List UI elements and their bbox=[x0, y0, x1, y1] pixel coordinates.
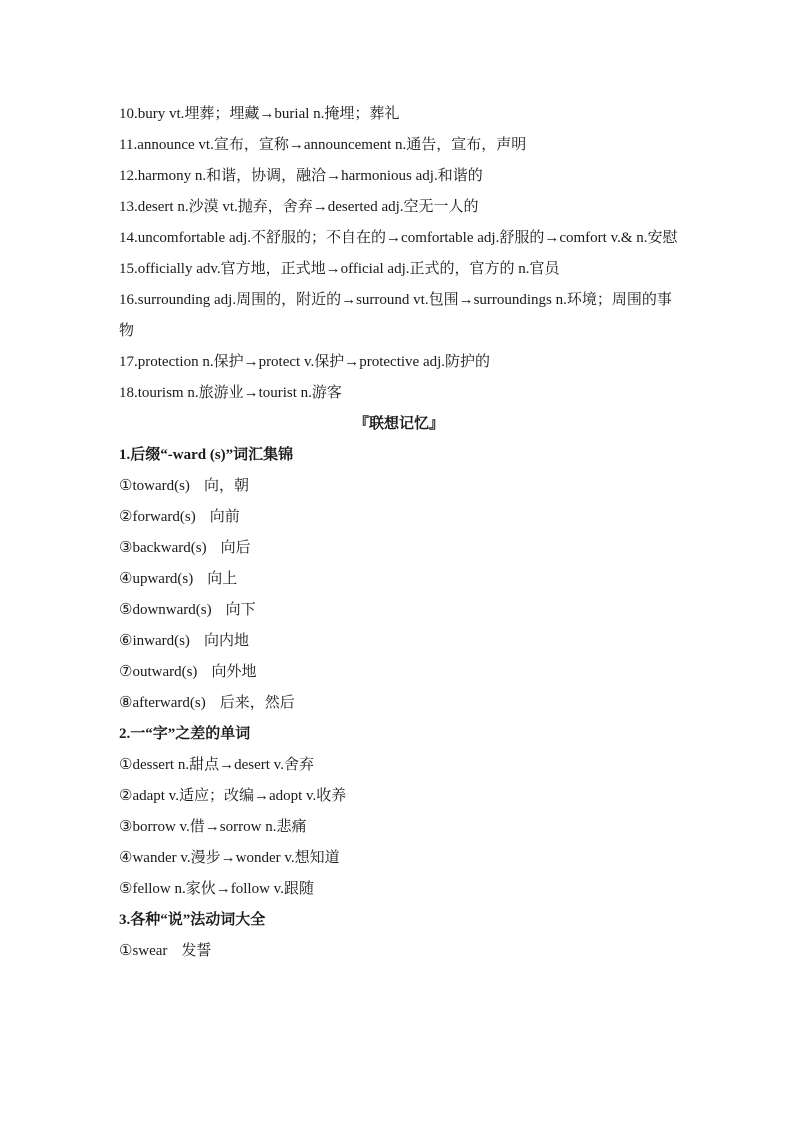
list-item bbox=[119, 471, 679, 502]
list-item bbox=[119, 564, 679, 595]
vocab-entry-18: 18.tourism n.旅游业→tourist n.游客 bbox=[119, 385, 342, 401]
list-item bbox=[119, 502, 679, 533]
list-item: ③borrow v.借→sorrow n.悲痛 bbox=[119, 819, 307, 835]
list-item: ②adapt v.适应；改编→adopt v.收养 bbox=[119, 788, 347, 804]
meaning: 向上 bbox=[207, 571, 238, 587]
meaning: 向后 bbox=[220, 540, 251, 556]
meaning: 后来，然后 bbox=[219, 695, 295, 711]
list-item bbox=[119, 626, 679, 657]
meaning: 向，朝 bbox=[203, 478, 249, 494]
word: ④upward(s) bbox=[119, 571, 194, 587]
section-title: 『联想记忆』 bbox=[353, 416, 444, 432]
list-item bbox=[119, 936, 679, 967]
list-item: ⑤fellow n.家伙→follow v.跟随 bbox=[119, 881, 314, 897]
vocab-entry-14: 14.uncomfortable adj.不舒服的；不自在的→comfortable adj.舒服的→comfort v.& n.安慰 bbox=[119, 230, 678, 246]
vocab-entry-12: 12.harmony n.和谐，协调，融洽→harmonious adj.和谐的 bbox=[119, 168, 483, 184]
word: ⑤downward(s) bbox=[119, 602, 212, 618]
word: ⑥inward(s) bbox=[119, 633, 190, 649]
meaning: 向下 bbox=[225, 602, 256, 618]
vocab-entry-10: 10.bury vt.埋葬；埋藏→burial n.掩埋；葬礼 bbox=[119, 106, 400, 122]
group2-heading: 2.一“字”之差的单词 bbox=[119, 726, 251, 742]
meaning: 发誓 bbox=[181, 943, 212, 959]
vocab-entry-11: 11.announce vt.宣布，宣称→announcement n.通告，宣布，声明 bbox=[119, 137, 527, 153]
list-item bbox=[119, 688, 679, 719]
word: ⑧afterward(s) bbox=[119, 695, 206, 711]
meaning: 向内地 bbox=[203, 633, 249, 649]
word: ⑦outward(s) bbox=[119, 664, 198, 680]
word: ①toward(s) bbox=[119, 478, 190, 494]
word: ①swear bbox=[119, 943, 168, 959]
list-item bbox=[119, 533, 679, 564]
list-item: ④wander v.漫步→wonder v.想知道 bbox=[119, 850, 340, 866]
group3-heading: 3.各种“说”法动词大全 bbox=[119, 912, 266, 928]
word: ③backward(s) bbox=[119, 540, 207, 556]
meaning: 向前 bbox=[209, 509, 240, 525]
vocab-entry-16: 16.surrounding adj.周围的，附近的→surround vt.包围→surroundings n.环境；周围的事物 bbox=[119, 292, 672, 339]
list-item bbox=[119, 657, 679, 688]
list-item: ①dessert n.甜点→desert v.舍弃 bbox=[119, 757, 314, 773]
vocab-entry-17: 17.protection n.保护→protect v.保护→protective adj.防护的 bbox=[119, 354, 491, 370]
meaning: 向外地 bbox=[211, 664, 257, 680]
list-item bbox=[119, 595, 679, 626]
vocabulary-content bbox=[119, 99, 679, 967]
group1-heading: 1.后缀“-ward (s)”词汇集锦 bbox=[119, 447, 294, 463]
vocab-entry-15: 15.officially adv.官方地，正式地→official adj.正式的，官方的 n.官员 bbox=[119, 261, 560, 277]
vocab-entry-13: 13.desert n.沙漠 vt.抛弃，舍弃→deserted adj.空无一人的 bbox=[119, 199, 479, 215]
word: ②forward(s) bbox=[119, 509, 196, 525]
